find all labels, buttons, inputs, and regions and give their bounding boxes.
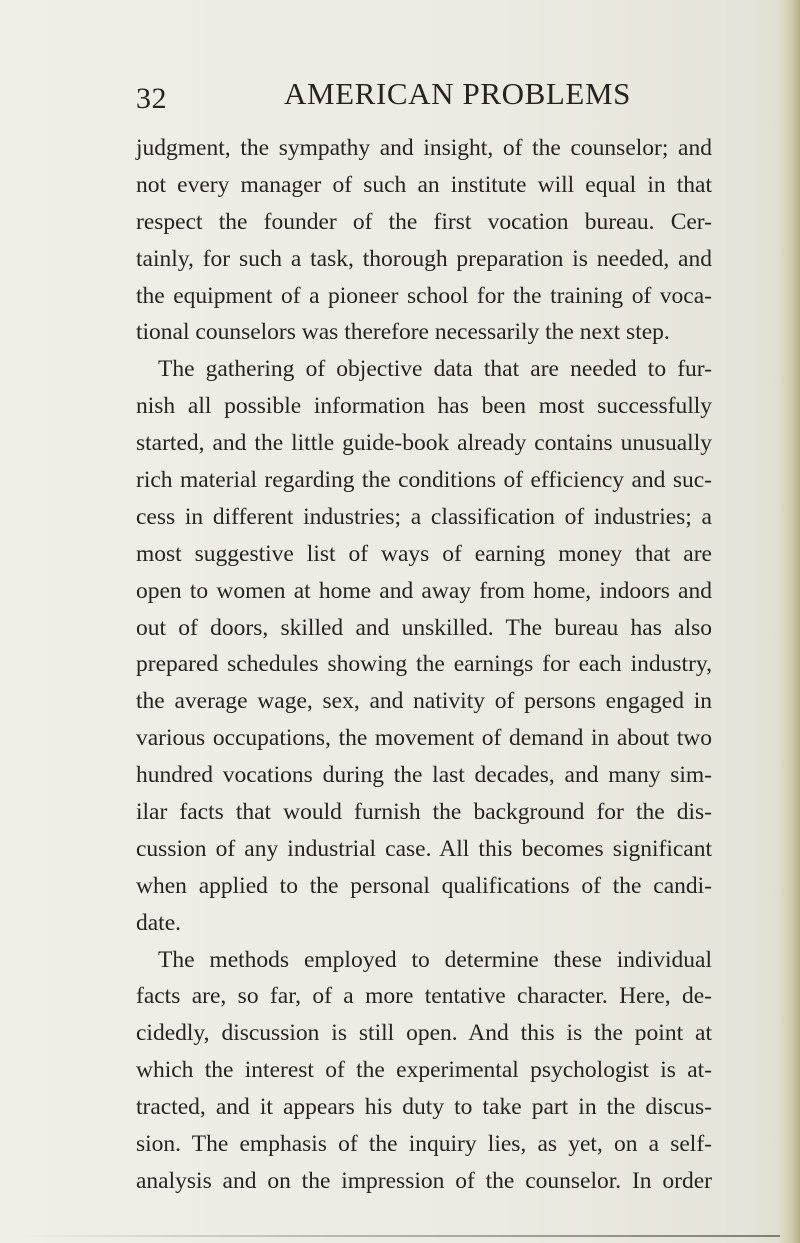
text-line: open to women at home and away from home, indoors and: [136, 577, 712, 604]
text-line: tracted, and it appears his duty to take part in the discus-: [136, 1094, 712, 1121]
text-line: which the interest of the experimental psychologist is at-: [136, 1057, 712, 1084]
text-line: cussion of any industrial case. All this becomes significant: [136, 835, 712, 862]
text-line: the equipment of a pioneer school for the training of voca-: [136, 282, 712, 309]
text-line: ilar facts that would furnish the background for the dis-: [136, 799, 712, 826]
text-line: various occupations, the movement of demand in about two: [136, 725, 712, 752]
page-edge-shadow: [778, 0, 800, 1243]
text-line: prepared schedules showing the earnings for each industry,: [136, 651, 712, 678]
text-line: analysis and on the impression of the counselor. In order: [136, 1167, 712, 1194]
text-line: started, and the little guide-book already contains unusually: [136, 430, 712, 457]
text-line: nish all possible information has been most successfully: [136, 393, 712, 420]
text-line: The methods employed to determine these individual: [158, 946, 712, 973]
text-line: the average wage, sex, and nativity of persons engaged in: [136, 688, 712, 715]
text-line: rich material regarding the conditions of efficiency and suc-: [136, 467, 712, 494]
page-header: [136, 76, 712, 120]
text-line: cess in different industries; a classification of industries; a: [136, 503, 712, 530]
text-line: sion. The emphasis of the inquiry lies, as yet, on a self-: [136, 1131, 712, 1158]
text-line: The gathering of objective data that are needed to fur-: [158, 356, 712, 383]
text-line: facts are, so far, of a more tentative character. Here, de-: [136, 983, 712, 1010]
text-line: when applied to the personal qualifications of the candi-: [136, 872, 712, 899]
text-line: tainly, for such a task, thorough preparation is needed, and: [136, 245, 712, 272]
running-head: AMERICAN PROBLEMS: [284, 76, 631, 111]
text-line: date.: [136, 909, 182, 936]
text-line: cidedly, discussion is still open. And this is the point at: [136, 1020, 712, 1047]
text-line: hundred vocations during the last decades, and many sim-: [136, 762, 712, 789]
text-line: respect the founder of the first vocation bureau. Cer-: [136, 208, 712, 235]
body-text: [136, 130, 712, 1200]
page-bottom-edge: [20, 1235, 780, 1237]
text-line: not every manager of such an institute will equal in that: [136, 171, 712, 198]
text-line: most suggestive list of ways of earning money that are: [136, 540, 712, 567]
text-line: judgment, the sympathy and insight, of the counselor; and: [136, 135, 712, 161]
page-number: 32: [136, 82, 167, 115]
text-line: tional counselors was therefore necessarily the next step.: [136, 319, 670, 346]
text-line: out of doors, skilled and unskilled. The bureau has also: [136, 614, 712, 641]
